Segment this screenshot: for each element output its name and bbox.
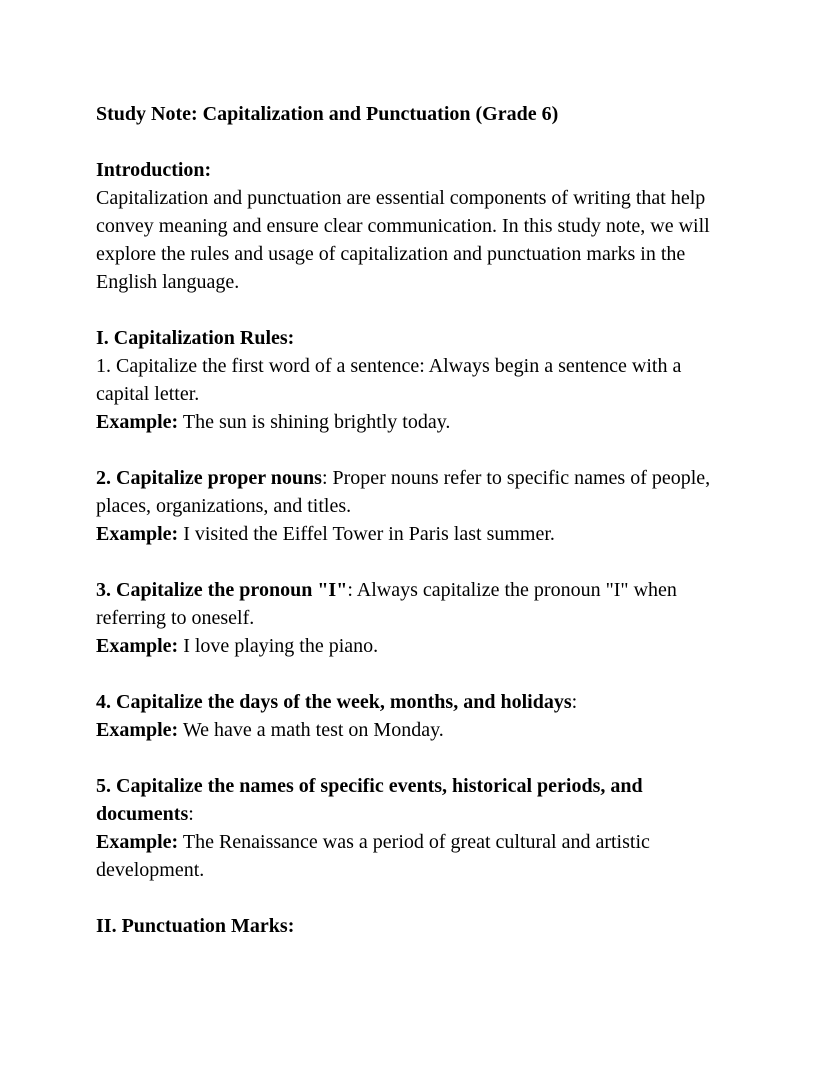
text-run: 5. Capitalize the names of specific events, historical periods, and documents — [96, 775, 643, 825]
text-run: 4. Capitalize the days of the week, months, and holidays — [96, 691, 572, 713]
text-run: Example: — [96, 411, 179, 433]
introduction-section — [96, 156, 728, 296]
text-run: I visited the Eiffel Tower in Paris last summer. — [178, 523, 555, 545]
capitalization-rules-heading-and-rule-1 — [96, 324, 728, 436]
text-run: Example: — [96, 523, 179, 545]
rule-3 — [96, 576, 728, 660]
rule-4 — [96, 688, 728, 744]
text-run: II. Punctuation Marks: — [96, 915, 295, 937]
doc-title — [96, 100, 728, 128]
text-run: 3. Capitalize the pronoun "I" — [96, 579, 348, 601]
rule-2 — [96, 464, 728, 548]
text-run: The Renaissance was a period of great cultural and artistic development. — [96, 831, 650, 881]
text-run: Study Note: Capitalization and Punctuation (Grade 6) — [96, 103, 559, 125]
text-run: Example: — [96, 719, 179, 741]
text-run: I. Capitalization Rules: — [96, 327, 295, 349]
text-run: The sun is shining brightly today. — [178, 411, 451, 433]
document-body — [96, 100, 728, 940]
punctuation-marks-heading — [96, 912, 728, 940]
text-run: : — [571, 691, 578, 713]
text-run: We have a math test on Monday. — [178, 719, 444, 741]
text-run: : Proper nouns refer to specific names of people, places, organizations, and titles. — [96, 467, 711, 517]
text-run: : — [188, 803, 194, 825]
text-run: 1. Capitalize the first word of a sentence: Always begin a sentence with a capital letter. — [96, 355, 682, 405]
text-run: : Always capitalize the pronoun "I" when referring to oneself. — [96, 579, 677, 629]
text-run: Example: — [96, 831, 179, 853]
text-run: 2. Capitalize proper nouns — [96, 467, 322, 489]
text-run: Example: — [96, 635, 179, 657]
text-run: I love playing the piano. — [178, 635, 379, 657]
rule-5 — [96, 772, 728, 884]
text-run: Capitalization and punctuation are essential components of writing that help convey meaning and ensure clear communication. In this study note, we will explore the rules and usage of capitalization and punctuation marks in the English language. — [96, 187, 710, 293]
text-run: Introduction: — [96, 159, 212, 181]
